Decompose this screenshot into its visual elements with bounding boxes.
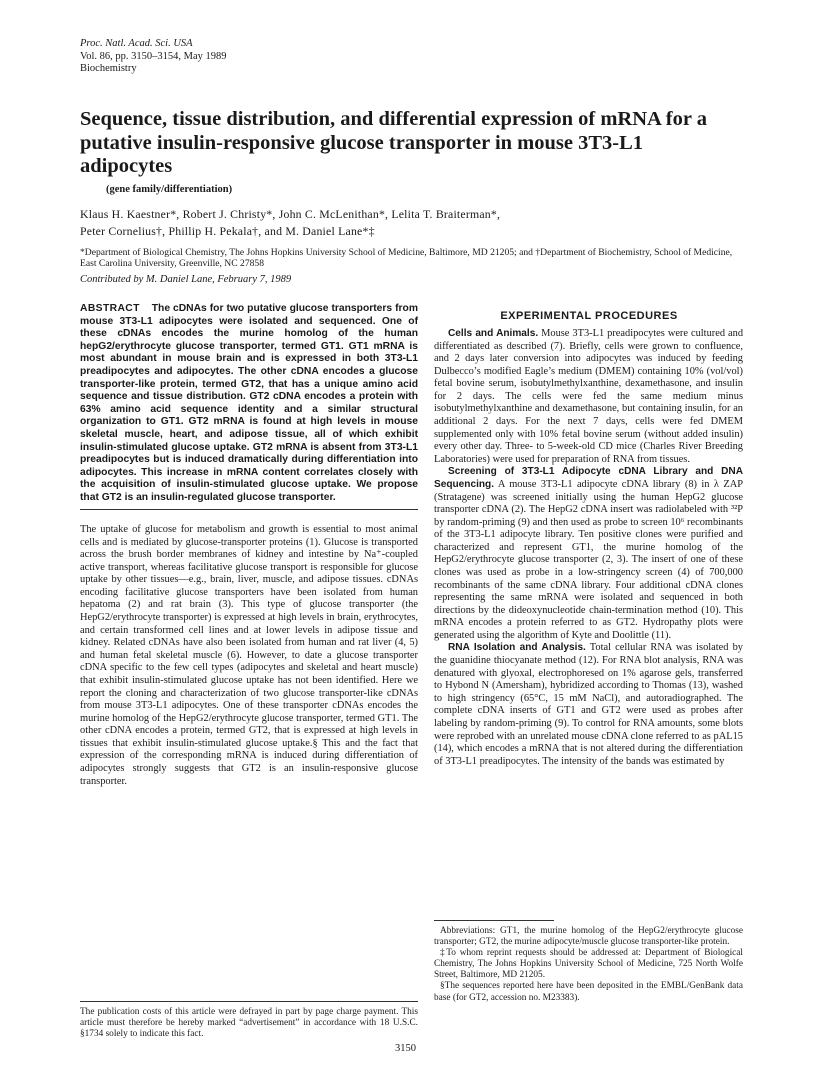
section-name: Biochemistry	[80, 63, 137, 74]
abstract-text: The cDNAs for two putative glucose transporters from mouse 3T3-L1 adipocytes were isolated and sequenced. One of these cDNAs encodes the murine homolog of the human hepG2/erythrocyte glucose transporter, termed GT1. GT1 mRNA is most abundant in mouse brain and is expressed in both 3T3-L1 preadipocytes and adipocytes. The other cDNA encodes a glucose transporter-like protein, termed GT2, that has a unique amino acid sequence and tissue distribution. GT2 cDNA encodes a protein with 63% amino acid sequence identity and a similar structural organization to GT1. GT2 mRNA is found at high levels in mouse skeletal muscle, heart, and adipose tissue, all of which exhibit insulin-stimulated glucose uptake. GT2 mRNA is absent from 3T3-L1 preadipocytes but is induced dramatically during differentiation into adipocytes. This increase in mRNA content correlates closely with the acquisition of insulin-stimulated glucose uptake. We propose that GT2 is an insulin-regulated glucose transporter.	[80, 303, 418, 503]
author-list	[80, 206, 740, 239]
paragraph	[434, 642, 743, 768]
paragraph-heading: Cells and Animals.	[448, 328, 539, 339]
footnote: ‡To whom reprint requests should be addressed at: Department of Biological Chemistry, The Johns Hopkins University School of Medicine, 725 North Wolfe Street, Baltimore, MD 21205.	[434, 948, 743, 981]
footnotes	[434, 926, 743, 1004]
keywords: (gene family/differentiation)	[106, 184, 233, 195]
publication-cost-note: The publication costs of this article were defrayed in part by page charge payment. This article must therefore be hereby marked “advertisement” in accordance with 18 U.S.C. §1734 solely to indicate this fact.	[80, 1007, 418, 1040]
experimental-procedures	[434, 328, 743, 768]
paragraph	[434, 466, 743, 642]
author-line: Peter Cornelius†, Phillip H. Pekala†, and M. Daniel Lane*‡	[80, 223, 375, 238]
footnote: Abbreviations: GT1, the murine homolog of the HepG2/erythrocyte glucose transporter; GT2, the murine adipocyte/muscle glucose transporter-like protein.	[434, 926, 743, 948]
affiliations: *Department of Biological Chemistry, The Johns Hopkins University School of Medicine, Baltimore, MD 21205; and †Department of Biochemistry, School of Medicine, East Carolina University, Greenville, NC 27858	[80, 247, 733, 270]
paragraph	[434, 328, 743, 466]
footnote-divider	[434, 920, 554, 921]
introduction-text: The uptake of glucose for metabolism and growth is essential to most animal cells and is mediated by glucose-transporter proteins (1). Glucose is transported across the brush border membranes of kidney and intestine by Na⁺-coupled active transport, whereas facilitative glucose transport is responsible for glucose uptake by other tissues—e.g., brain, liver, muscle, and adipose tissues. cDNAs encoding facilitative glucose transporters have been isolated from human hepatoma (2) and rat brain (3). This type of glucose transporter (the HepG2/erythrocyte transporter) is expressed at high levels in brain, erythrocytes, and certain transformed cell lines and at lower levels in adipose tissue and kidney. Related cDNAs have also been isolated from human and rat liver (4, 5) and human fetal skeletal muscle (6). However, to date a glucose transporter cDNA specific to the few cell types (adipocytes and skeletal and heart muscle) that exhibit insulin-stimulated glucose uptake has not been identified. Here we report the cloning and characterization of two glucose transporter-like cDNAs from mouse 3T3-L1 adipocytes. One of these transporter cDNAs encodes the murine homolog of the HepG2/erythrocyte glucose transporter, termed GT1. The other cDNA encodes a protein, termed GT2, that is expressed at high levels in tissues that exhibit insulin-stimulated glucose uptake.§ This and the fact that expression of the corresponding mRNA is induced during differentiation of adipocytes strongly suggests that GT2 is an insulin-responsive glucose transporter.	[80, 524, 418, 787]
paragraph-text: Mouse 3T3-L1 preadipocytes were cultured and differentiated as described (7). Briefly, cells were grown to confluence, and 2 days later conversion into adipocytes was induced by feeding Dulbecco’s modified Eagle’s medium (DMEM) containing 10% (vol/vol) fetal bovine serum, isobutylmethylxanthine, dexamethasone, and insulin for 2 days. The cells were fed the same medium minus isobutylmethylxanthine and dexamethasone, but containing insulin, for an additional 2 days. For the next 7 days, cells were fed DMEM supplemented only with 10% fetal bovine serum (without added insulin) every other day. Three- to 5-week-old CD mice (Charles River Breeding Laboratories) were used for preparation of RNA from tissues.	[434, 328, 744, 465]
abstract	[80, 303, 418, 505]
footnote: §The sequences reported here have been deposited in the EMBL/GenBank data base (for GT2, accession no. M23383).	[434, 981, 743, 1003]
article-title: Sequence, tissue distribution, and differential expression of mRNA for a putative insulin-responsive glucose transporter in mouse 3T3-L1 adipocytes	[80, 108, 707, 177]
paragraph-heading: Screening of 3T3-L1 Adipocyte cDNA Library and DNA Sequencing.	[434, 466, 743, 490]
page-number: 3150	[395, 1043, 416, 1054]
section-heading: EXPERIMENTAL PROCEDURES	[500, 310, 678, 322]
footnote-divider	[80, 1001, 418, 1002]
paragraph-text: Total cellular RNA was isolated by the guanidine thiocyanate method (12). For RNA blot analysis, RNA was denatured with glyoxal, electrophoresed on 1% agarose gels, transferred to Hybond N (Amersham), hybridized according to Thomas (13), washed to high stringency (65°C, 15 mM NaCl), and autoradiographed. The complete cDNA inserts of GT1 and GT2 were used as probes after labeling by random-priming (9). To control for RNA amounts, some blots were reprobed with an unrelated mouse cDNA clone referred to as pAL15 (14), which encodes a mRNA that is not altered during the differentiation of 3T3-L1 preadipocytes. The intensity of the bands was estimated by	[434, 642, 743, 767]
paragraph-text: A mouse 3T3-L1 adipocyte cDNA library (8) in λ ZAP (Stratagene) was screened initially using the human HepG2 glucose transporter cDNA (2). The HepG2 cDNA insert was radiolabeled with ³²P by random-priming (9) and then used as probe to screen 10⁶ recombinants of the 3T3-L1 adipocyte library. Ten positive clones were purified and characterized and represent GT1, the murine homolog of the HepG2/erythrocyte glucose transporter (2, 3). The insert of one of these clones was used as probe in a low-stringency screen (4) of 700,000 recombinants of the same cDNA library. Four additional cDNA clones representing the same mRNA were isolated and sequenced in both directions by the dideoxynucleotide chain-termination method (10). This mRNA encodes a protein referred to as GT2. Hydropathy plots were generated using the algorithm of Kyte and Doolittle (11).	[434, 478, 743, 641]
contributed-by: Contributed by M. Daniel Lane, February 7, 1989	[80, 274, 292, 285]
journal-name: Proc. Natl. Acad. Sci. USA	[80, 38, 193, 49]
section-divider	[80, 509, 418, 510]
paragraph-heading: RNA Isolation and Analysis.	[448, 642, 586, 654]
journal-header	[80, 38, 227, 76]
volume-info: Vol. 86, pp. 3150–3154, May 1989	[80, 50, 227, 62]
abstract-label: ABSTRACT	[80, 303, 140, 314]
author-line: Klaus H. Kaestner*, Robert J. Christy*, John C. McLenithan*, Lelita T. Braiterman*,	[80, 207, 501, 221]
